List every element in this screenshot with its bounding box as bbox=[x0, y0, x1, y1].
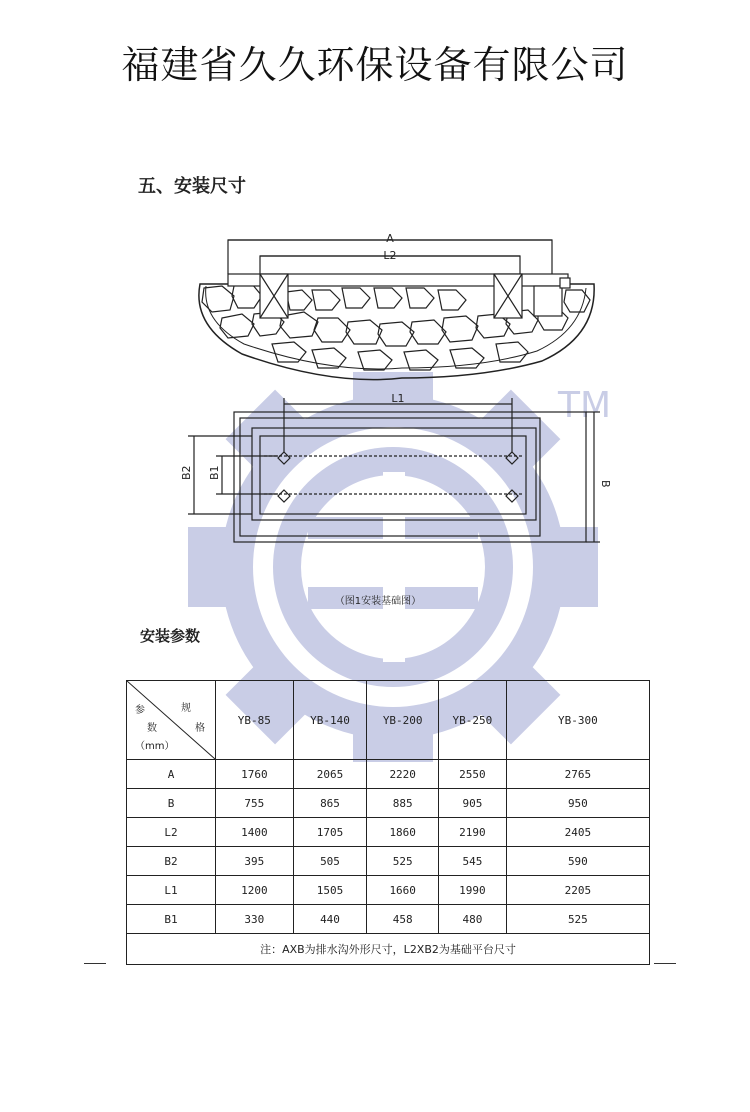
row-label: B bbox=[127, 789, 216, 818]
corner-shu: 数 bbox=[147, 723, 157, 734]
corner-ge: 格 bbox=[195, 723, 205, 734]
table-cell: 545 bbox=[439, 847, 507, 876]
table-cell: 1400 bbox=[216, 818, 294, 847]
table-cell: 865 bbox=[293, 789, 367, 818]
table-row bbox=[127, 905, 650, 934]
table-cell: 1705 bbox=[293, 818, 367, 847]
company-name: 福建省久久环保设备有限公司 bbox=[121, 43, 629, 87]
table-cell: 2405 bbox=[506, 818, 649, 847]
table-cell: 395 bbox=[216, 847, 294, 876]
page-divider-left bbox=[84, 963, 106, 964]
table-cell: 458 bbox=[367, 905, 439, 934]
column-header: YB-300 bbox=[506, 681, 649, 760]
table-cell: 2065 bbox=[293, 760, 367, 789]
corner-can: 参 bbox=[135, 705, 145, 716]
table-cell: 885 bbox=[367, 789, 439, 818]
table-cell: 2765 bbox=[506, 760, 649, 789]
table-row bbox=[127, 847, 650, 876]
table-row bbox=[127, 876, 650, 905]
table-cell: 1990 bbox=[439, 876, 507, 905]
params-table bbox=[126, 680, 650, 965]
diagram-label-L2: L2 bbox=[383, 249, 397, 262]
row-label: L1 bbox=[127, 876, 216, 905]
diagram-label-B: B bbox=[599, 480, 612, 488]
table-cell: 440 bbox=[293, 905, 367, 934]
table-header-row bbox=[127, 681, 650, 760]
page-divider-right bbox=[654, 963, 676, 964]
row-label: B2 bbox=[127, 847, 216, 876]
table-cell: 480 bbox=[439, 905, 507, 934]
column-header: YB-85 bbox=[216, 681, 294, 760]
diagram-label-L1: L1 bbox=[391, 392, 405, 405]
corner-gui: 规 bbox=[181, 703, 191, 714]
diagram-label-B1: B1 bbox=[208, 465, 221, 480]
table-cell: 1200 bbox=[216, 876, 294, 905]
table-cell: 2550 bbox=[439, 760, 507, 789]
table-cell: 525 bbox=[506, 905, 649, 934]
watermark-tm: TM bbox=[558, 385, 612, 426]
diagram-label-A: A bbox=[386, 232, 394, 245]
table-cell: 590 bbox=[506, 847, 649, 876]
table-cell: 950 bbox=[506, 789, 649, 818]
table-cell: 2205 bbox=[506, 876, 649, 905]
corner-unit: （mm） bbox=[135, 741, 175, 752]
table-row bbox=[127, 818, 650, 847]
diagram-label-B2: B2 bbox=[180, 465, 193, 480]
table-cell: 1660 bbox=[367, 876, 439, 905]
table-cell: 2220 bbox=[367, 760, 439, 789]
table-cell: 905 bbox=[439, 789, 507, 818]
table-cell: 1760 bbox=[216, 760, 294, 789]
table-note: 注：AXB为排水沟外形尺寸，L2XB2为基础平台尺寸 bbox=[127, 934, 650, 965]
table-row bbox=[127, 760, 650, 789]
table-cell: 1505 bbox=[293, 876, 367, 905]
params-title: 安装参数 bbox=[140, 627, 201, 645]
table-cell: 505 bbox=[293, 847, 367, 876]
diagram-caption: （图1安装基础图） bbox=[334, 596, 422, 607]
table-cell: 525 bbox=[367, 847, 439, 876]
row-label: L2 bbox=[127, 818, 216, 847]
table-cell: 330 bbox=[216, 905, 294, 934]
table-row bbox=[127, 789, 650, 818]
table-cell: 1860 bbox=[367, 818, 439, 847]
table-corner-cell bbox=[127, 681, 216, 760]
column-header: YB-140 bbox=[293, 681, 367, 760]
table-note-row bbox=[127, 934, 650, 965]
table-cell: 755 bbox=[216, 789, 294, 818]
row-label: A bbox=[127, 760, 216, 789]
installation-diagram bbox=[182, 226, 612, 618]
column-header: YB-250 bbox=[439, 681, 507, 760]
column-header: YB-200 bbox=[367, 681, 439, 760]
table-cell: 2190 bbox=[439, 818, 507, 847]
section-title: 五、安装尺寸 bbox=[138, 176, 246, 197]
row-label: B1 bbox=[127, 905, 216, 934]
